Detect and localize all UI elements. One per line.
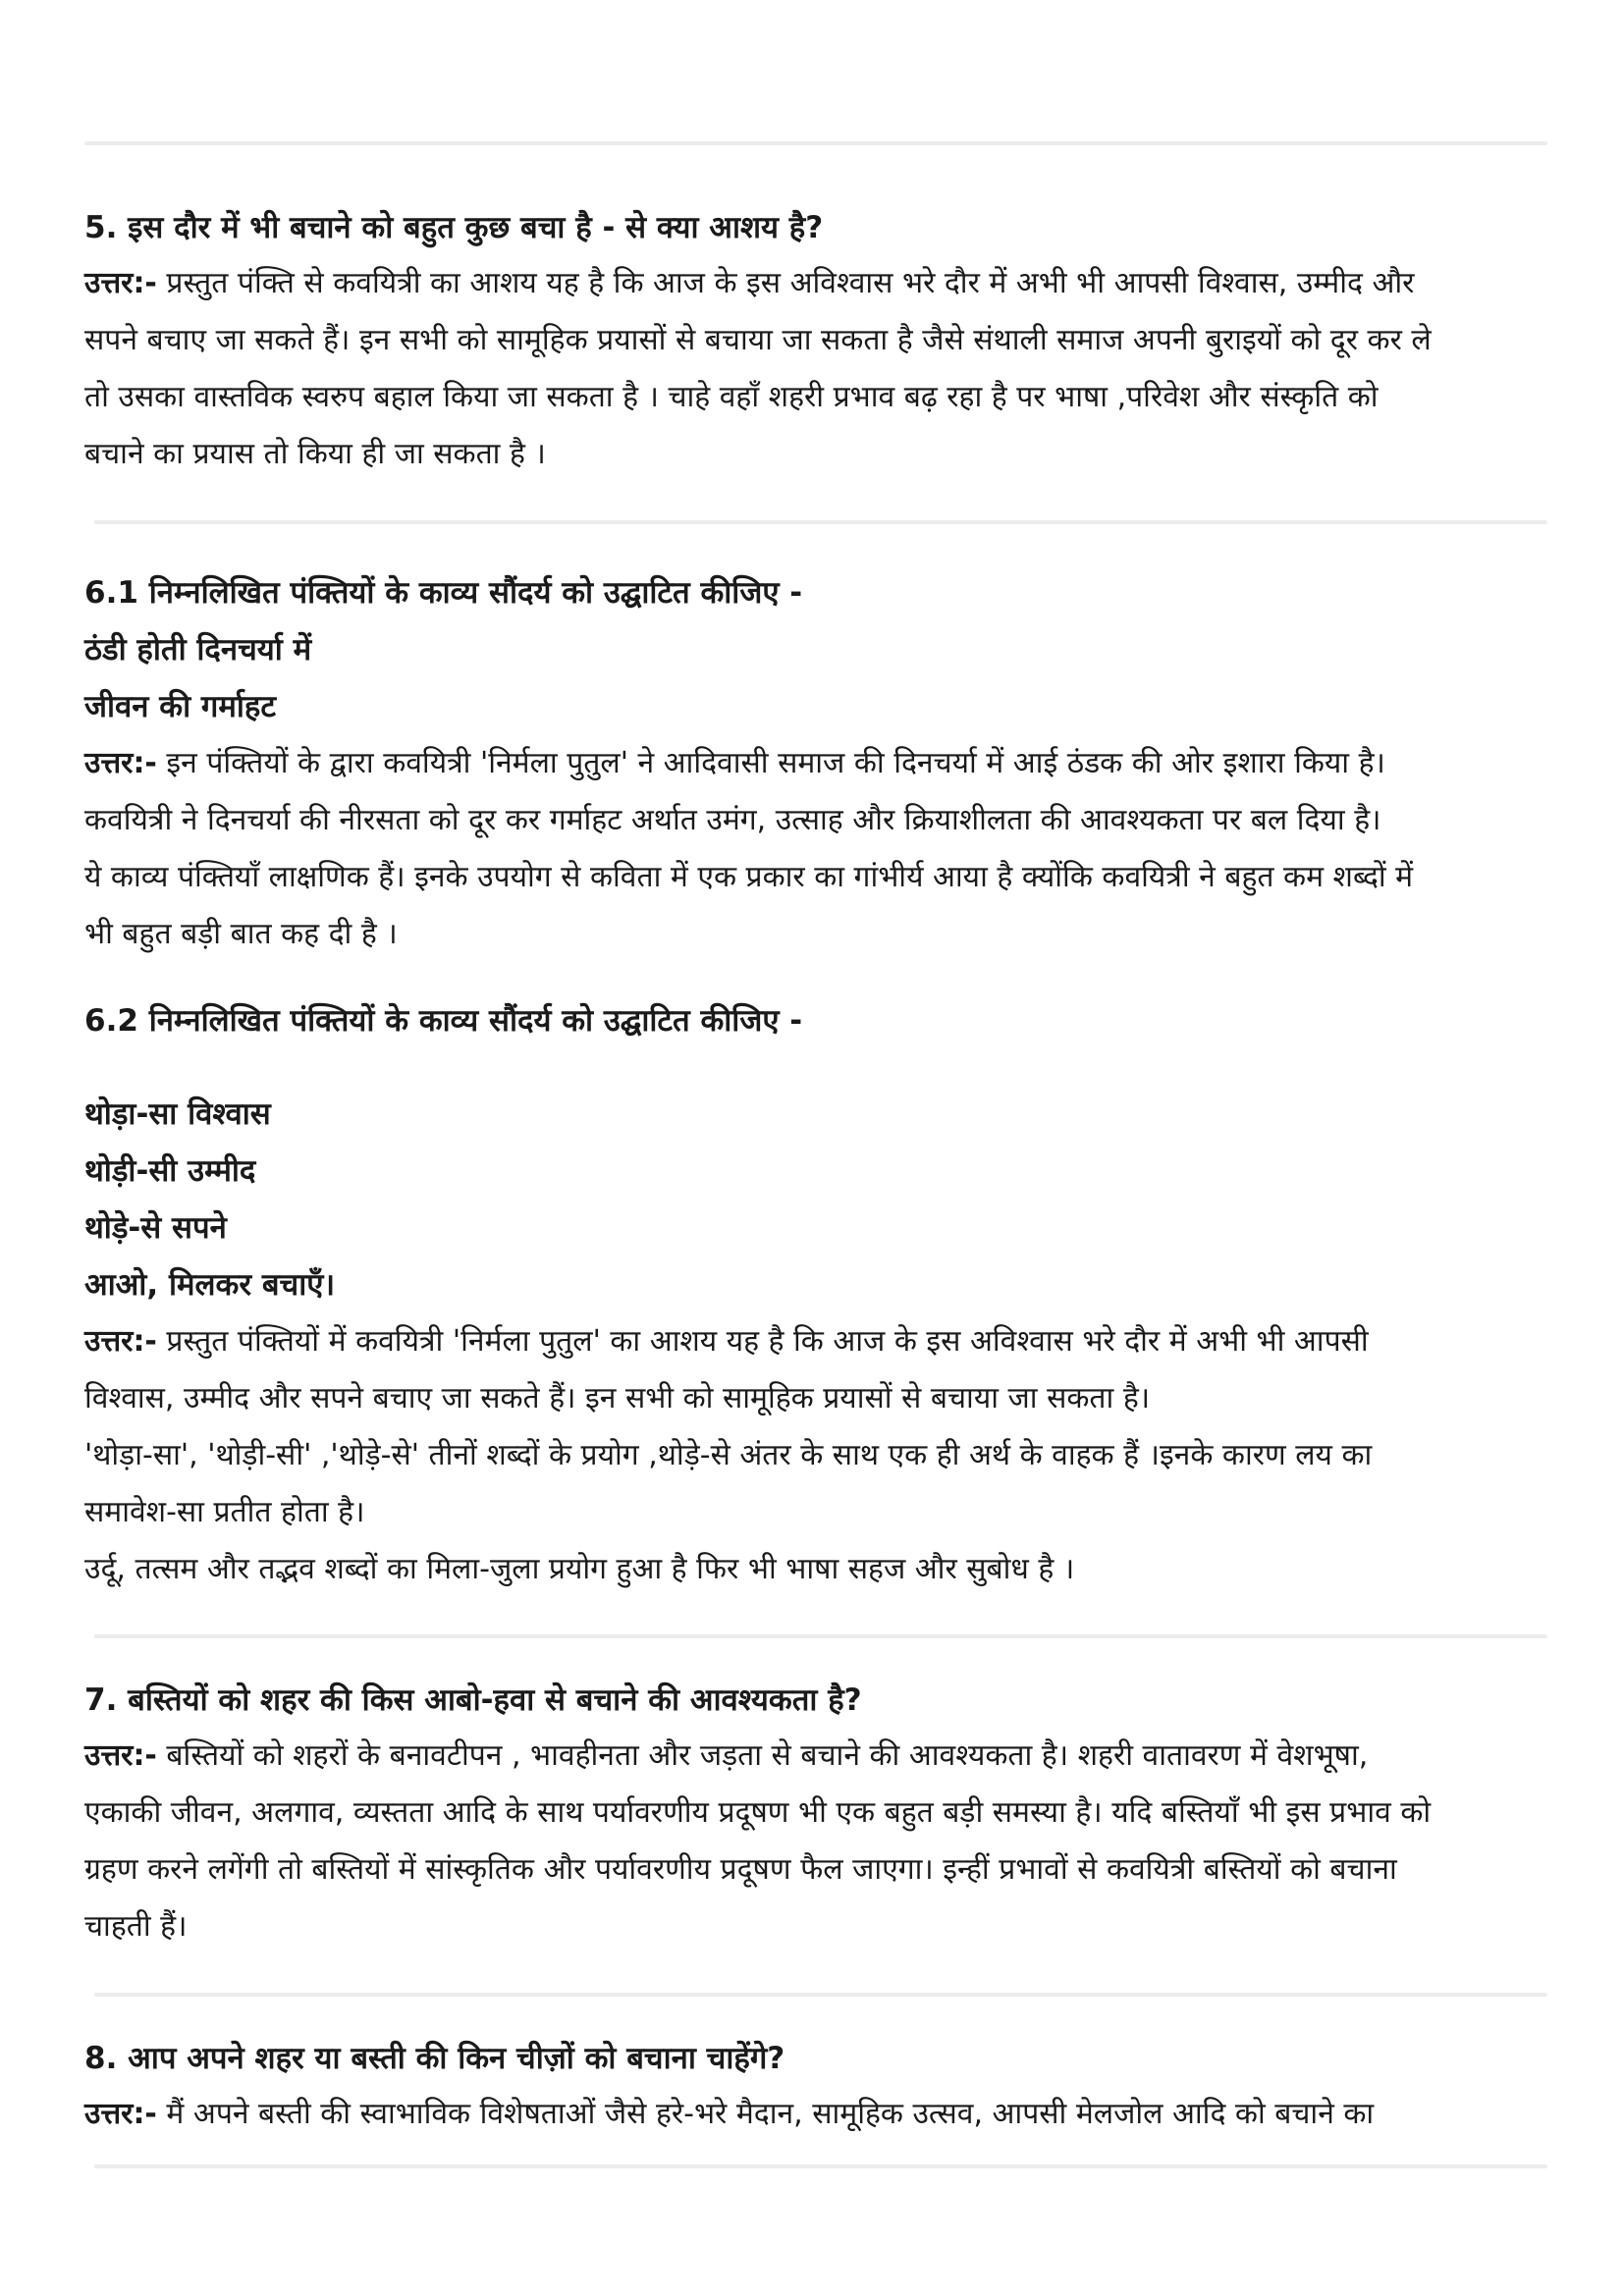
question-6-1-section [84,564,1547,963]
section-divider [94,1993,1547,1997]
answer-line: उत्तर:- बस्तियों को शहरों के बनावटीपन , भावहीनता और जड़ता से बचाने की आवश्यकता है। शहरी वातावरण में वेशभूषा, [84,1738,1369,1773]
question-7-answer [84,1728,1547,1955]
answer-label: उत्तर:- [84,1738,157,1773]
question-8-answer [84,2086,1547,2143]
answer-line: ये काव्य पंक्तियाँ लाक्षणिक हैं। इनके उपयोग से कविता में एक प्रकार का गांभीर्य आया है क्योंकि कवयित्री ने बहुत कम शब्दों में [84,860,1414,894]
verse-line: थोड़ी-सी उम्मीद [84,1153,256,1189]
answer-line: उत्तर:- इन पंक्तियों के द्वारा कवयित्री 'निर्मला पुतुल' ने आदिवासी समाज की दिनचर्या में आई ठंडक की ओर इशारा किया है। [84,746,1385,780]
question-8-section [84,2035,1547,2143]
answer-label: उत्तर:- [84,266,157,300]
answer-line: 'थोड़ा-सा', 'थोड़ी-सी' ,'थोड़े-से' तीनों शब्दों के प्रयोग ,थोड़े-से अंतर के साथ एक ही अर्थ के वाहक हैं ।इनके कारण लय का [84,1438,1373,1472]
answer-line: भी बहुत बड़ी बात कह दी है । [84,917,398,951]
answer-line: चाहती हैं। [84,1909,188,1944]
verse-line: थोड़े-से सपने [84,1210,227,1246]
question-7-section [84,1677,1547,1955]
answer-line: उत्तर:- प्रस्तुत पंक्तियों में कवयित्री 'निर्मला पुतुल' का आशय यह है कि आज के इस अविश्वास भरे दौर में अभी भी आपसी [84,1324,1369,1359]
question-5-section [84,204,1547,483]
answer-label: उत्तर:- [84,2097,157,2131]
question-6-2-section [84,997,1547,1044]
section-divider [84,141,1547,145]
answer-line: कवयित्री ने दिनचर्या की नीरसता को दूर कर गर्माहट अर्थात उमंग, उत्साह और क्रियाशीलता की आवश्यकता पर बल दिया है। [84,803,1381,837]
section-divider [94,2164,1547,2168]
question-5-title: 5. इस दौर में भी बचाने को बहुत कुछ बचा है - से क्या आशय है? [84,210,824,245]
answer-line: एकाकी जीवन, अलगाव, व्यस्तता आदि के साथ पर्यावरणीय प्रदूषण भी एक बहुत बड़ी समस्या है। यदि बस्तियाँ भी इस प्रभाव को [84,1795,1432,1830]
answer-line: विश्वास, उम्मीद और सपने बचाए जा सकते हैं। इन सभी को सामूहिक प्रयासों से बचाया जा सकता है। [84,1381,1151,1415]
answer-label: उत्तर:- [84,746,157,780]
question-6-2-title: 6.2 निम्नलिखित पंक्तियों के काव्य सौंदर्य को उद्घाटित कीजिए - [84,1003,803,1039]
verse-line: आओ, मिलकर बचाएँ। [84,1267,336,1303]
question-6-2-body [84,1086,1547,1598]
verse-line: ठंडी होती दिनचर्या में [84,632,312,667]
question-8-title: 8. आप अपने शहर या बस्ती की किन चीज़ों को बचाना चाहेंगे? [84,2041,785,2076]
section-divider [94,1634,1547,1638]
question-7-title: 7. बस्तियों को शहर की किस आबो-हवा से बचाने की आवश्यकता है? [84,1682,862,1718]
question-5-answer [84,255,1547,483]
answer-line: सपने बचाए जा सकते हैं। इन सभी को सामूहिक प्रयासों से बचाया जा सकता है जैसे संथाली समाज अपनी बुराइयों को दूर कर ले [84,323,1432,357]
answer-line: उर्दू, तत्सम और तद्भव शब्दों का मिला-जुला प्रयोग हुआ है फिर भी भाषा सहज और सुबोध है । [84,1552,1075,1586]
answer-line: ग्रहण करने लगेंगी तो बस्तियों में सांस्कृतिक और पर्यावरणीय प्रदूषण फैल जाएगा। इन्हीं प्रभावों से कवयित्री बस्तियों को बचाना [84,1852,1397,1887]
answer-line: तो उसका वास्तविक स्वरुप बहाल किया जा सकता है । चाहे वहाँ शहरी प्रभाव बढ़ रहा है पर भाषा ,परिवेश और संस्कृति को [84,380,1379,414]
question-6-2-answer [84,1313,1547,1598]
answer-line: उत्तर:- प्रस्तुत पंक्ति से कवयित्री का आशय यह है कि आज के इस अविश्वास भरे दौर में अभी भी आपसी विश्वास, उम्मीद और [84,266,1415,300]
question-6-1-title: 6.1 निम्नलिखित पंक्तियों के काव्य सौंदर्य को उद्घाटित कीजिए - [84,575,803,611]
verse-line: जीवन की गर्माहट [84,689,276,724]
answer-line: बचाने का प्रयास तो किया ही जा सकता है । [84,437,546,471]
verse-line: थोड़ा-सा विश्वास [84,1096,271,1132]
answer-line: समावेश-सा प्रतीत होता है। [84,1495,365,1529]
answer-line: उत्तर:- मैं अपने बस्ती की स्वाभाविक विशेषताओं जैसे हरे-भरे मैदान, सामूहिक उत्सव, आपसी मेलजोल आदि को बचाने का [84,2097,1375,2131]
question-6-1-answer [84,735,1547,963]
answer-label: उत्तर:- [84,1324,157,1359]
section-divider [94,520,1547,524]
